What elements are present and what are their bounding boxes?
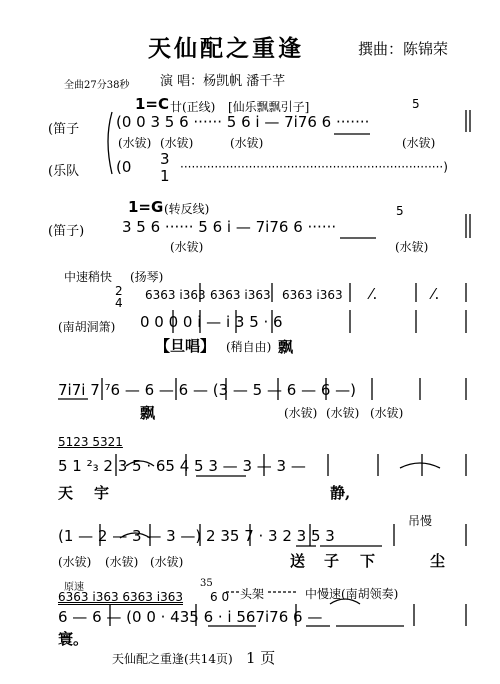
tou-jia-label: 头架 [240, 587, 265, 601]
time-sig-bottom: 4 [115, 296, 123, 310]
ornament-notes: 6363 i363 6363 i363 [58, 590, 183, 604]
lyric: 静, [330, 484, 351, 502]
top-notes: 6363 i363 [145, 288, 206, 302]
dizi-label: (笛子 [48, 122, 80, 137]
section-heading: 【旦唱】 [155, 337, 216, 355]
key-signature: 1=C [135, 95, 170, 113]
rubato-marking: (稍自由) [226, 340, 272, 354]
perc-label: (水钹) [160, 136, 194, 150]
tempo-marking: 中速稍快 [64, 270, 113, 284]
lyric: 尘 [430, 552, 446, 570]
perc-label: (水钹) [105, 555, 139, 569]
lyric: 寰。 [58, 630, 89, 648]
lyric: 下 [360, 552, 376, 570]
band-label: (乐队 [48, 164, 80, 179]
page-title: 天仙配之重逢 [148, 35, 304, 62]
lyric: 宇 [94, 484, 110, 502]
time-sig-top: 2 [115, 284, 123, 298]
lyric: 子 [324, 552, 340, 570]
tune-name: [仙乐飘飘引子] [228, 100, 310, 114]
mode-label: (转反线) [164, 202, 210, 216]
tempo-marking: 中慢速(南胡领奏) [305, 587, 399, 601]
perc-label: (水钹) [395, 240, 429, 254]
composer-credit: 撰曲：陈锦荣 [358, 40, 449, 58]
instrument-label: (南胡洞箫) [58, 320, 116, 334]
instrument-label: (扬琴) [130, 270, 164, 284]
page-number: 1 页 [246, 649, 276, 667]
lyric: 天 [58, 484, 74, 502]
top-notes: 6363 i363 [282, 288, 343, 302]
perc-label: (水钹) [230, 136, 264, 150]
band-rest: (0 [116, 158, 132, 176]
grace-note: 5 [412, 97, 420, 111]
repeat-mark: ⁄. [370, 285, 378, 303]
key-signature: 1=G [128, 198, 164, 216]
perc-label: (水钹) [58, 555, 92, 569]
band-chord-top: 3 [160, 150, 170, 168]
grace-note: 35 [200, 578, 213, 589]
lyric: 飘 [140, 404, 156, 422]
duration: 全曲27分38秒 [64, 80, 130, 91]
perc-label: (水钹) [370, 406, 404, 420]
repeat-mark: ⁄. [432, 285, 440, 303]
tempo-marking: 吊慢 [408, 514, 433, 528]
perc-label: (水钹) [326, 406, 360, 420]
ornament-notes: 5123 5321 [58, 435, 123, 449]
singers: 演 唱：杨凯帆 潘千芊 [160, 74, 286, 89]
dizi-label: (笛子) [48, 224, 85, 239]
melody-notes: 5 1 ²₃ 2 3 5 · 65 4 5 3 — 3 — 3 — [58, 457, 306, 475]
melody-notes: 0 0 0 0 i — i 3 5 · 6 [140, 313, 283, 331]
grace-note: 5 [396, 204, 404, 218]
melody-notes: 6 — 6 — (0 0 · 435 6 · i 567i76 6 — [58, 608, 323, 626]
top-notes: 6363 i363 [210, 288, 271, 302]
footer-title: 天仙配之重逢(共14页) [112, 652, 233, 666]
perc-label: (水钹) [170, 240, 204, 254]
perc-label: (水钹) [118, 136, 152, 150]
melody-notes: 7i7i 7 ⁷6 — 6 — 6 — (3 — 5 — 6 — 6 —) [58, 381, 357, 399]
lyric: 送 [290, 552, 306, 570]
dizi-notes: 3 5 6 ······ 5 6 i — 7i76 6 ······ [122, 218, 337, 236]
perc-label: (水钹) [150, 555, 184, 569]
mode-label: 廿(正线) [170, 100, 216, 114]
lyric: 飘 [278, 338, 294, 356]
perc-label: (水钹) [402, 136, 436, 150]
melody-notes: (1 — 2 — 3 — 3 —) 2 35 7 · 3 2 3 5 3 [58, 527, 335, 545]
dizi-notes: (0 0 3 5 6 ······ 5 6 i — 7i76 6 ······· [116, 113, 370, 131]
band-dots: ·····································································) [180, 160, 448, 174]
band-chord-bottom: 1 [160, 167, 170, 185]
tempo-marking: 原速 [64, 582, 84, 593]
perc-label: (水钹) [284, 406, 318, 420]
grace-notes: 6 0 [210, 590, 230, 604]
